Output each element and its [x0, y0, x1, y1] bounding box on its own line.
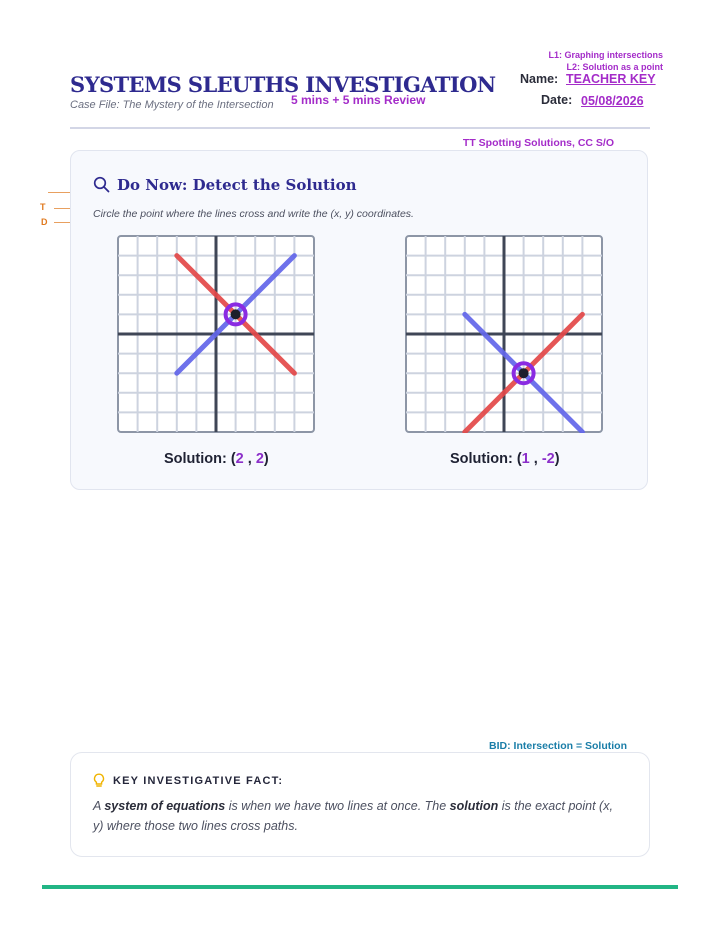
solution-x[interactable]: 1	[521, 451, 530, 467]
solution-label: Solution: (	[450, 451, 522, 467]
fact-text-3: is the exact point (x, y) where those two lines cross paths.	[93, 799, 613, 833]
page-title: SYSTEMS SLEUTHS INVESTIGATION	[70, 72, 496, 97]
name-field[interactable]: TEACHER KEY	[566, 72, 656, 86]
lightbulb-icon	[93, 773, 105, 789]
solution-x[interactable]: 2	[235, 451, 244, 467]
key-fact-text	[93, 796, 623, 836]
coordinate-grid-2[interactable]	[405, 235, 603, 433]
magnifier-icon	[93, 176, 110, 193]
do-now-title: Do Now: Detect the Solution	[117, 176, 357, 194]
fact-text-2: is when we have two lines at once. The	[225, 799, 450, 813]
teacher-annotation: TT Spotting Solutions, CC S/O	[462, 137, 614, 149]
margin-tag-t: T	[40, 202, 46, 212]
fact-term-solution: solution	[449, 799, 499, 813]
coordinate-grid-1[interactable]	[117, 235, 315, 433]
key-fact-heading: KEY INVESTIGATIVE FACT:	[113, 775, 284, 787]
bid-annotation: BID: Intersection = Solution	[489, 740, 627, 752]
margin-tag-d: D	[41, 217, 48, 227]
fact-text-1: A	[93, 799, 105, 813]
intersection-point	[519, 368, 529, 378]
solution-y[interactable]: -2	[541, 451, 555, 467]
do-now-instruction: Circle the point where the lines cross and write the (x, y) coordinates.	[93, 208, 414, 220]
solution-close: )	[554, 451, 560, 467]
solution-y[interactable]: 2	[255, 451, 264, 467]
timing-note: 5 mins + 5 mins Review	[291, 93, 426, 107]
intersection-point	[231, 309, 241, 319]
date-field[interactable]: 05/08/2026	[581, 94, 644, 108]
solution-sep: ,	[243, 451, 256, 467]
solution-close: )	[263, 451, 269, 467]
name-label: Name:	[520, 72, 559, 86]
solution-sep: ,	[529, 451, 542, 467]
solution-2	[450, 451, 560, 467]
date-label: Date:	[541, 93, 573, 107]
solution-label: Solution: (	[164, 451, 236, 467]
objective-l1: L1: Graphing intersections	[548, 50, 663, 60]
page-subtitle: Case File: The Mystery of the Intersection	[70, 99, 274, 111]
header-divider	[70, 127, 650, 129]
objective-l2: L2: Solution as a point	[566, 62, 663, 72]
solution-1	[164, 451, 269, 467]
footer-bar	[42, 885, 678, 889]
fact-term-system: system of equations	[104, 799, 226, 813]
